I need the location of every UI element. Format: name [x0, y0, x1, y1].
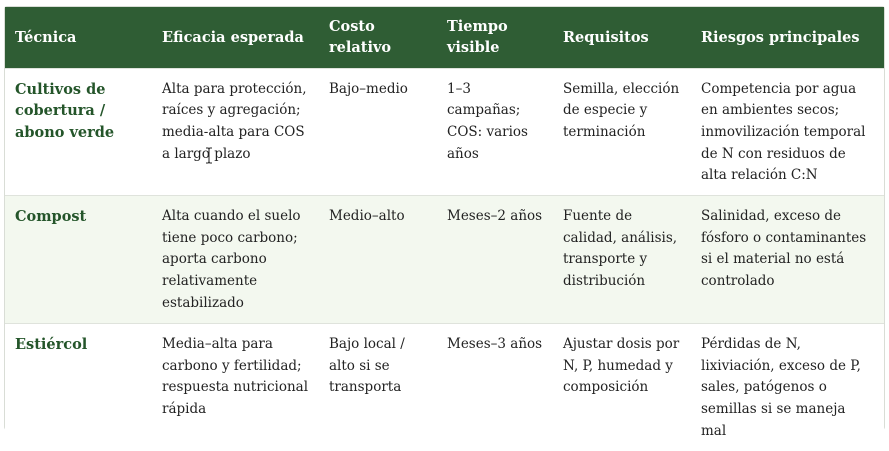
cell-tiempo: Meses–2 años — [447, 208, 543, 225]
cell-eficacia: Alta cuando el suelo tiene poco carbono; aporta carbono relativamente estabilizado — [162, 208, 301, 311]
header-eficacia: Eficacia esperada — [162, 28, 304, 46]
cell-costo: Bajo–medio — [329, 80, 408, 97]
table-row — [5, 68, 884, 196]
comparison-table-container — [4, 6, 885, 439]
cell-eficacia: Alta para protección, raíces y agregación; media-alta para COS a largo plazo — [162, 80, 307, 162]
table-header — [5, 7, 884, 68]
header-row — [5, 7, 884, 68]
header-costo: Costo relativo — [329, 18, 392, 57]
table-row — [5, 324, 884, 451]
header-tiempo: Tiempo visible — [447, 18, 508, 57]
cell-costo: Medio–alto — [329, 208, 405, 225]
header-requisitos: Requisitos — [563, 28, 649, 46]
header-riesgos: Riesgos principales — [701, 28, 860, 46]
cell-riesgos: Salinidad, exceso de fósforo o contaminantes si el material no está controlado — [701, 208, 867, 290]
header-tecnica: Técnica — [15, 28, 77, 46]
cell-riesgos: Pérdidas de N, lixiviación, exceso de P, sales, patógenos o semillas si se maneja mal — [701, 336, 861, 439]
cell-requisitos: Ajustar dosis por N, P, humedad y composición — [563, 336, 680, 396]
cell-requisitos: Semilla, elección de especie y terminación — [563, 80, 680, 140]
comparison-table — [5, 7, 884, 451]
cell-tiempo: Meses–3 años — [447, 336, 543, 353]
cell-tiempo: 1–3 campañas; COS: varios años — [447, 80, 528, 162]
cell-costo: Bajo local / alto si se transporta — [329, 336, 405, 396]
cell-tecnica: Estiércol — [15, 336, 88, 354]
cell-tecnica: Compost — [15, 208, 87, 226]
table-body — [5, 68, 884, 451]
cell-riesgos: Competencia por agua en ambientes secos; inmovilización temporal de N con residuos de alta relación C:N — [701, 80, 866, 184]
cell-tecnica: Cultivos de cobertura / abono verde — [15, 80, 115, 141]
table-row — [5, 196, 884, 324]
cell-requisitos: Fuente de calidad, análisis, transporte y distribución — [563, 208, 678, 290]
cell-eficacia: Media–alta para carbono y fertilidad; respuesta nutricional rápida — [162, 336, 309, 418]
